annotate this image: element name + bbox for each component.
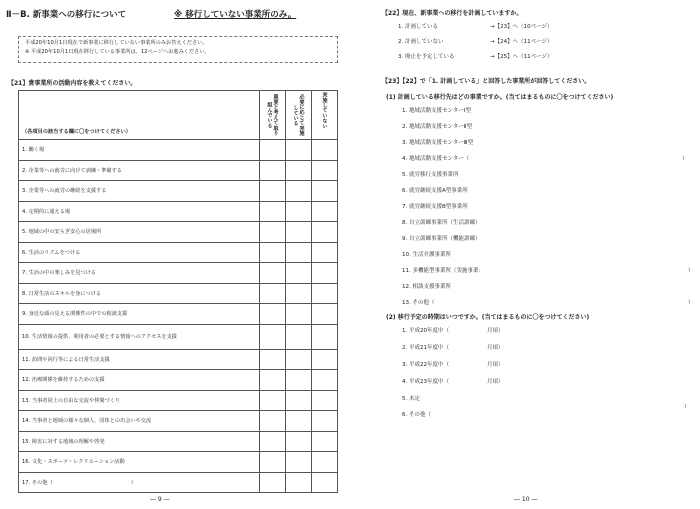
answer-cell[interactable] [312,370,338,391]
q23-heading: 【23】【22】で「1. 計画している」と回答した事業所が回答してください。 [382,78,591,85]
page-number: ― 9 ― [150,496,170,503]
answer-cell[interactable] [286,324,312,349]
q23-1-option[interactable]: 9. 自立訓練事業所（機能訓練） [402,236,481,242]
answer-cell[interactable] [260,222,286,243]
q23-2-option[interactable]: 3. 平成22年度中（ 月頃） [402,362,504,368]
answer-cell[interactable] [312,181,338,202]
answer-cell[interactable] [260,452,286,473]
answer-cell[interactable] [312,349,338,370]
answer-cell[interactable] [312,201,338,222]
paren-close: ） [684,404,690,410]
answer-cell[interactable] [260,472,286,493]
q23-1-option[interactable]: 7. 就労継続支援B型事業所 [402,204,468,210]
notice-line: 平成20年10月1日現在で新事業に移行していない事業所のみお答えください。 [25,40,208,46]
answer-cell[interactable] [312,222,338,243]
answer-cell[interactable] [260,304,286,325]
row-label: 13. 当事者同士の自由な交流や仲間づくり [19,390,260,411]
answer-cell[interactable] [286,452,312,473]
q22-option[interactable]: 2. 計画していない [398,39,444,45]
answer-cell[interactable] [286,160,312,181]
answer-cell[interactable] [312,242,338,263]
row-label: 2. 企業等への就労に向けて訓練・準備する [19,160,260,181]
q23-1-option[interactable]: 8. 自立訓練事業所（生活訓練） [402,220,481,226]
row-label: 7. 生活の中の楽しみを見つける [19,263,260,284]
answer-cell[interactable] [260,263,286,284]
right-page [354,0,700,509]
row-label: 9. 身近な顔の見える関係性の中での相談支援 [19,304,260,325]
q23-2-option[interactable]: 5. 未定 [402,396,420,402]
answer-cell[interactable] [286,181,312,202]
answer-cell[interactable] [312,140,338,161]
answer-cell[interactable] [260,349,286,370]
answer-cell[interactable] [286,472,312,493]
answer-cell[interactable] [260,140,286,161]
q23-2-heading: (2) 移行予定の時期はいつですか。(当てはまるものに〇をつけてください) [386,314,590,321]
q22-option-arrow: →【25】へ（11ページ） [490,54,553,60]
q23-1-option[interactable]: 5. 就労移行支援事業所 [402,172,459,178]
q22-option[interactable]: 3. 廃止を予定している [398,54,455,60]
q23-1-option[interactable]: 2. 地域活動支援センターⅡ型 [402,124,472,130]
answer-cell[interactable] [286,390,312,411]
answer-cell[interactable] [312,263,338,284]
row-label: 3. 企業等への就労の継続を支援する [19,181,260,202]
answer-cell[interactable] [286,411,312,432]
answer-cell[interactable] [260,181,286,202]
answer-cell[interactable] [312,472,338,493]
answer-cell[interactable] [260,324,286,349]
answer-cell[interactable] [260,160,286,181]
answer-cell[interactable] [312,283,338,304]
q22-option-arrow: →【24】へ（11ページ） [490,39,553,45]
answer-cell[interactable] [286,140,312,161]
answer-cell[interactable] [260,411,286,432]
section-header [6,8,297,20]
row-label: 6. 生活のリズムをつける [19,242,260,263]
q23-1-option[interactable]: 4. 地域活動支援センター（ [402,156,470,162]
answer-cell[interactable] [286,349,312,370]
answer-cell[interactable] [260,431,286,452]
answer-cell[interactable] [286,304,312,325]
q23-1-option[interactable]: 6. 就労継続支援A型事業所 [402,188,468,194]
answer-cell[interactable] [286,242,312,263]
paren-close: ） [688,268,694,274]
q23-2-option[interactable]: 6. その他（ [402,412,431,418]
answer-cell[interactable] [260,390,286,411]
row-label: 5. 地域の中の安らぎ安心の居場所 [19,222,260,243]
row-label: 12. 治療関係を維持するための支援 [19,370,260,391]
activity-table [18,90,338,493]
col-header-as-needed: 必要に応じて実施している [286,91,312,140]
q23-1-heading: (1) 計画している移行先はどの事業ですか。(当てはまるものに〇をつけてください) [386,94,614,101]
q23-2-option[interactable]: 1. 平成20年度中（ 月頃） [402,328,504,334]
answer-cell[interactable] [312,390,338,411]
answer-cell[interactable] [286,263,312,284]
section-title: Ⅱ－B. 新事業への移行について [6,10,127,20]
row-label: 8. 日常生活のスキルを身につける [19,283,260,304]
answer-cell[interactable] [312,160,338,181]
answer-cell[interactable] [260,201,286,222]
answer-cell[interactable] [286,201,312,222]
answer-cell[interactable] [286,283,312,304]
answer-cell[interactable] [312,411,338,432]
notice-box [18,36,338,63]
paren-close: ） [682,156,688,162]
col-header-not-done: 実施していない [312,91,338,140]
row-label: 11. 訪問や同行等による日常生活支援 [19,349,260,370]
row-label: 4. 定期的に通える場 [19,201,260,222]
answer-cell[interactable] [312,431,338,452]
q21-heading: 【21】貴事業所の活動内容を教えてください。 [8,80,137,87]
notice-line: ※ 平成20年10月1日現在移行している事業所は、12ページへお進みください。 [25,49,210,55]
q23-1-option[interactable]: 1. 地域活動支援センターⅠ型 [402,108,471,114]
q23-2-option[interactable]: 4. 平成23年度中（ 月頃） [402,379,504,385]
page-number: ― 10 ― [514,496,538,503]
q23-1-option[interactable]: 10. 生活介護事業所 [402,252,451,258]
row-label: 1. 働く場 [19,140,260,161]
answer-cell[interactable] [312,324,338,349]
q23-1-option[interactable]: 12. 相談支援事業所 [402,284,451,290]
paren-close: ） [688,300,694,306]
q22-heading: 【22】現在、新事業への移行を計画していますか。 [382,10,523,17]
q22-option[interactable]: 1. 計画している [398,24,438,30]
q23-1-option[interactable]: 11. 多機能型事業所（実施事業： [402,268,484,274]
row-label: 10. 生活情報の提供、利用者の必要とする情報へのアクセスを支援 [19,324,260,349]
answer-cell[interactable] [312,452,338,473]
col-header-important: 重要と考えて取り組んでいる [260,91,286,140]
answer-cell[interactable] [312,304,338,325]
q23-1-option[interactable]: 3. 地域活動支援センターⅢ型 [402,140,474,146]
q22-option-arrow: →【23】へ（10ページ） [490,24,553,30]
answer-cell[interactable] [260,242,286,263]
row-label: 16. 文化・スポーツ・レクリエーション活動 [19,452,260,473]
q23-1-option[interactable]: 13. その他（ [402,300,435,306]
answer-cell[interactable] [260,283,286,304]
answer-cell[interactable] [260,370,286,391]
row-label: 14. 当事者と地域の様々な個人、団体との出会いや交流 [19,411,260,432]
answer-cell[interactable] [286,370,312,391]
section-note: ※ 移行していない事業所のみ。 [174,10,297,20]
answer-cell[interactable] [286,222,312,243]
table-instruction: （各項目の該当する欄に〇をつけてください） [19,91,260,140]
row-label-other[interactable]: 17. その他（ ） [19,472,260,493]
q23-2-option[interactable]: 2. 平成21年度中（ 月頃） [402,345,504,351]
answer-cell[interactable] [286,431,312,452]
row-label: 15. 障害に対する地域の理解や啓発 [19,431,260,452]
